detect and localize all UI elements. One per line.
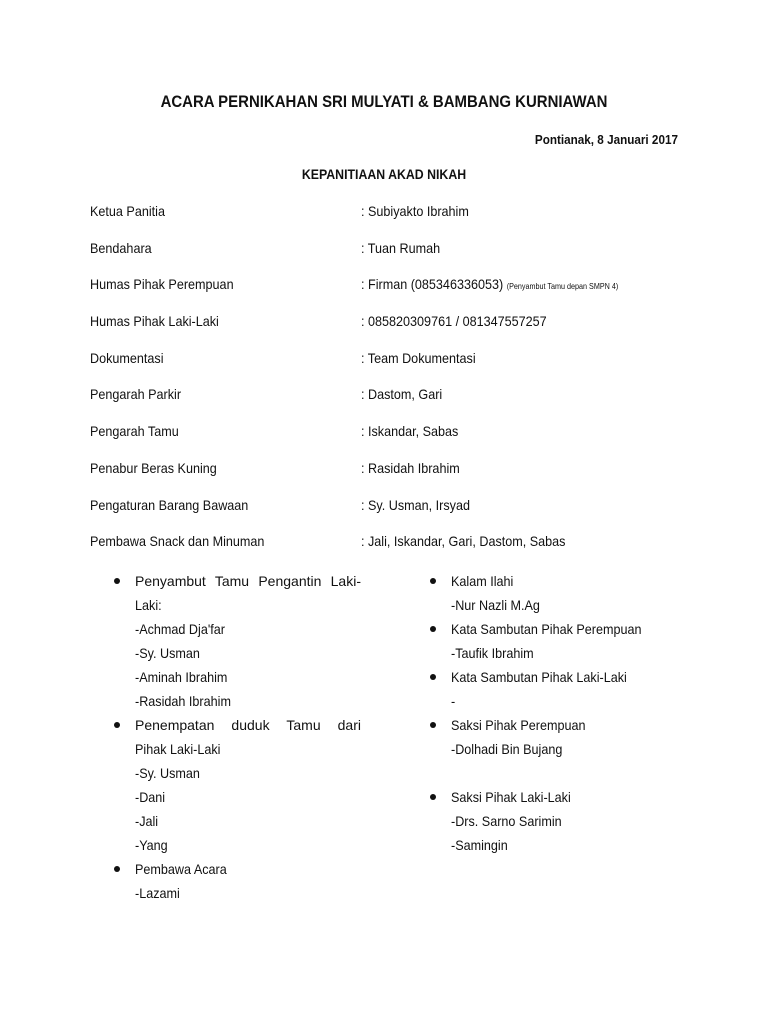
committee-role: Ketua Panitia <box>90 203 165 219</box>
committee-member <box>361 533 565 549</box>
committee-role: Bendahara <box>90 239 152 256</box>
list-item <box>428 713 688 761</box>
list-item-heading <box>135 713 361 737</box>
list-item <box>428 785 688 857</box>
list-member: - <box>451 693 456 709</box>
committee-member <box>361 313 547 329</box>
list-member: -Dani <box>135 789 166 805</box>
bullet-icon <box>430 722 436 728</box>
committee-role: Dokumentasi <box>90 349 164 366</box>
bullet-icon <box>114 722 120 728</box>
committee-row <box>90 311 710 348</box>
committee-row <box>90 495 710 532</box>
committee-member <box>361 276 618 292</box>
list-item <box>112 713 362 857</box>
committee-member-name: : Tuan Rumah <box>361 239 441 256</box>
document-title: ACARA PERNIKAHAN SRI MULYATI & BAMBANG KURNIAWAN <box>160 92 608 111</box>
list-item <box>428 569 688 617</box>
list-item-heading <box>135 569 361 593</box>
list-member: -Nur Nazli M.Ag <box>451 597 540 613</box>
bullet-icon <box>430 674 436 680</box>
list-item-heading: Saksi Pihak Laki-Laki <box>451 789 571 805</box>
committee-row <box>90 348 710 385</box>
list-member: -Aminah Ibrahim <box>135 669 228 685</box>
list-item <box>428 665 688 713</box>
committee-role: Humas Pihak Perempuan <box>90 276 234 293</box>
committee-member <box>361 423 458 439</box>
list-item <box>112 857 362 905</box>
committee-row <box>90 201 710 238</box>
committee-member-name: : Dastom, Gari <box>361 386 443 403</box>
committee-row <box>90 531 710 568</box>
list-member: -Sy. Usman <box>135 765 200 781</box>
list-item-heading: Kalam Ilahi <box>451 573 514 589</box>
committee-row <box>90 458 710 495</box>
committee-member <box>361 497 470 513</box>
committee-member <box>361 350 476 366</box>
committee-role: Pengaturan Barang Bawaan <box>90 496 249 513</box>
list-item-heading: Pembawa Acara <box>135 861 227 877</box>
committee-role: Humas Pihak Laki-Laki <box>90 313 219 330</box>
committee-table <box>90 201 710 568</box>
committee-member <box>361 386 442 402</box>
committee-row <box>90 384 710 421</box>
committee-member-name: : Iskandar, Sabas <box>361 423 459 440</box>
bullet-icon <box>430 578 436 584</box>
list-item-heading: Kata Sambutan Pihak Perempuan <box>451 621 642 637</box>
bullet-icon <box>430 794 436 800</box>
committee-member-name: : Team Dokumentasi <box>361 349 476 366</box>
list-member: -Lazami <box>135 885 180 901</box>
committee-member <box>361 460 460 476</box>
committee-row <box>90 421 710 458</box>
committee-member-name: : Jali, Iskandar, Gari, Dastom, Sabas <box>361 533 566 550</box>
committee-member <box>361 240 440 256</box>
committee-row <box>90 238 710 275</box>
list-member: -Samingin <box>451 837 508 853</box>
bullet-icon <box>114 866 120 872</box>
list-item-heading-line: Penyambut Tamu Pengantin Laki- <box>135 573 361 589</box>
bullet-icon <box>114 578 120 584</box>
list-item-heading-line: Pihak Laki-Laki <box>135 741 221 757</box>
committee-member-name: : Rasidah Ibrahim <box>361 459 460 476</box>
committee-member-name: : Firman (085346336053) <box>361 276 504 293</box>
list-member: -Rasidah Ibrahim <box>135 693 231 709</box>
committee-role: Pembawa Snack dan Minuman <box>90 533 265 550</box>
list-member: -Taufik Ibrahim <box>451 645 534 661</box>
list-item <box>112 569 362 713</box>
committee-member-name: : Subiyakto Ibrahim <box>361 203 469 219</box>
committee-role: Penabur Beras Kuning <box>90 459 217 476</box>
committee-row <box>90 274 710 311</box>
list-member: -Achmad Dja'far <box>135 621 225 637</box>
list-member: -Sy. Usman <box>135 645 200 661</box>
section-title: KEPANITIAAN AKAD NIKAH <box>301 166 467 182</box>
list-member: -Drs. Sarno Sarimin <box>451 813 562 829</box>
committee-member-name: : Sy. Usman, Irsyad <box>361 496 470 513</box>
list-item-heading-line: Penempatan duduk Tamu dari <box>135 717 361 733</box>
committee-role: Pengarah Tamu <box>90 423 179 440</box>
list-item-heading: Saksi Pihak Perempuan <box>451 717 586 733</box>
right-bullet-list <box>428 569 688 857</box>
committee-member-name: : 085820309761 / 081347557257 <box>361 313 547 330</box>
list-member: -Jali <box>135 813 159 829</box>
list-item-heading-line: Laki: <box>135 597 162 613</box>
list-member: -Dolhadi Bin Bujang <box>451 741 563 757</box>
list-item-heading: Kata Sambutan Pihak Laki-Laki <box>451 669 627 685</box>
bullet-icon <box>430 626 436 632</box>
committee-note: (Penyambut Tamu depan SMPN 4) <box>506 282 619 292</box>
left-bullet-list <box>112 569 362 905</box>
list-item <box>428 617 688 665</box>
document-date: Pontianak, 8 Januari 2017 <box>534 132 678 147</box>
committee-role: Pengarah Parkir <box>90 386 182 403</box>
list-member: -Yang <box>135 837 168 853</box>
committee-member <box>361 203 469 219</box>
